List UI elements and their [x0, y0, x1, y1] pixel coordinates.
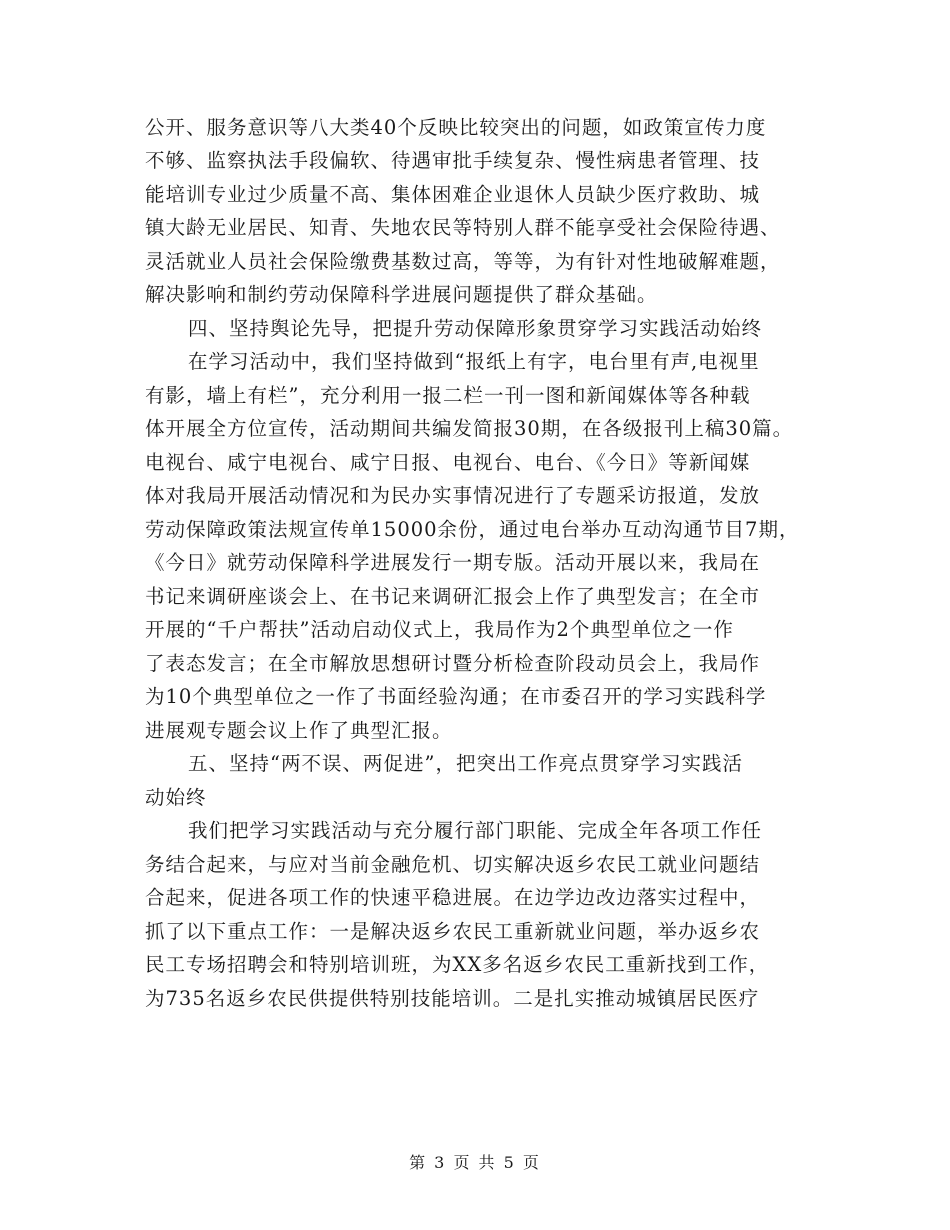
body-line: 在学习活动中，我们坚持做到“报纸上有字，电台里有声,电视里 — [188, 350, 760, 373]
body-line: 进展观专题会议上作了典型汇报。 — [145, 719, 453, 742]
body-line: 劳动保障政策法规宣传单15000余份，通过电台举办互动沟通节目7期， — [145, 518, 800, 541]
body-line: 我们把学习实践活动与充分履行部门职能、完成全年各项工作任 — [188, 819, 763, 842]
body-line: 抓了以下重点工作：一是解决返乡农民工重新就业问题，举办返乡农 — [145, 920, 761, 943]
body-line: 了表态发言；在全市解放思想研讨暨分析检查阶段动员会上，我局作 — [145, 652, 761, 675]
body-line: 务结合起来，与应对当前金融危机、切实解决返乡农民工就业问题结 — [145, 853, 761, 876]
body-line: 不够、监察执法手段偏软、待遇审批手续复杂、慢性病患者管理、技 — [145, 149, 761, 172]
section-heading-continued: 动始终 — [145, 786, 207, 809]
body-line: 《今日》就劳动保障科学进展发行一期专版。活动开展以来，我局在 — [145, 551, 761, 574]
body-line: 灵活就业人员社会保险缴费基数过高，等等，为有针对性地破解难题， — [145, 250, 781, 273]
body-line: 为735名返乡农民供提供特别技能培训。二是扎实推动城镇居民医疗 — [145, 987, 760, 1010]
section-heading: 五、坚持“两不误、两促进”，把突出工作亮点贯穿学习实践活 — [188, 752, 743, 775]
body-line: 书记来调研座谈会上、在书记来调研汇报会上作了典型发言；在全市 — [145, 585, 761, 608]
body-line: 体对我局开展活动情况和为民办实事情况进行了专题采访报道，发放 — [145, 484, 761, 507]
body-line: 体开展全方位宣传，活动期间共编发简报30期，在各级报刊上稿30篇。 — [145, 417, 794, 440]
section-heading: 四、坚持舆论先导，把提升劳动保障形象贯穿学习实践活动始终 — [188, 317, 763, 340]
body-line: 民工专场招聘会和特别培训班，为XX多名返乡农民工重新找到工作， — [145, 953, 770, 976]
body-line: 为10个典型单位之一作了书面经验沟通；在市委召开的学习实践科学 — [145, 685, 767, 708]
page-number-footer: 第 3 页 共 5 页 — [409, 1153, 541, 1172]
body-line: 镇大龄无业居民、知青、失地农民等特别人群不能享受社会保险待遇、 — [145, 216, 781, 239]
body-line: 合起来，促进各项工作的快速平稳进展。在边学边改边落实过程中， — [145, 886, 761, 909]
body-line: 开展的“千户帮扶”活动启动仪式上，我局作为2个典型单位之一作 — [145, 618, 734, 641]
body-line: 能培训专业过少质量不高、集体困难企业退休人员缺少医疗救助、城 — [145, 183, 761, 206]
body-line: 解决影响和制约劳动保障科学进展问题提供了群众基础。 — [145, 283, 658, 306]
body-line: 电视台、咸宁电视台、咸宁日报、电视台、电台、《今日》等新闻媒 — [145, 451, 751, 474]
body-line: 有影，墙上有栏”，充分利用一报二栏一刊一图和新闻媒体等各种载 — [145, 384, 751, 407]
body-line: 公开、服务意识等八大类40个反映比较突出的问题，如政策宣传力度 — [145, 116, 767, 139]
